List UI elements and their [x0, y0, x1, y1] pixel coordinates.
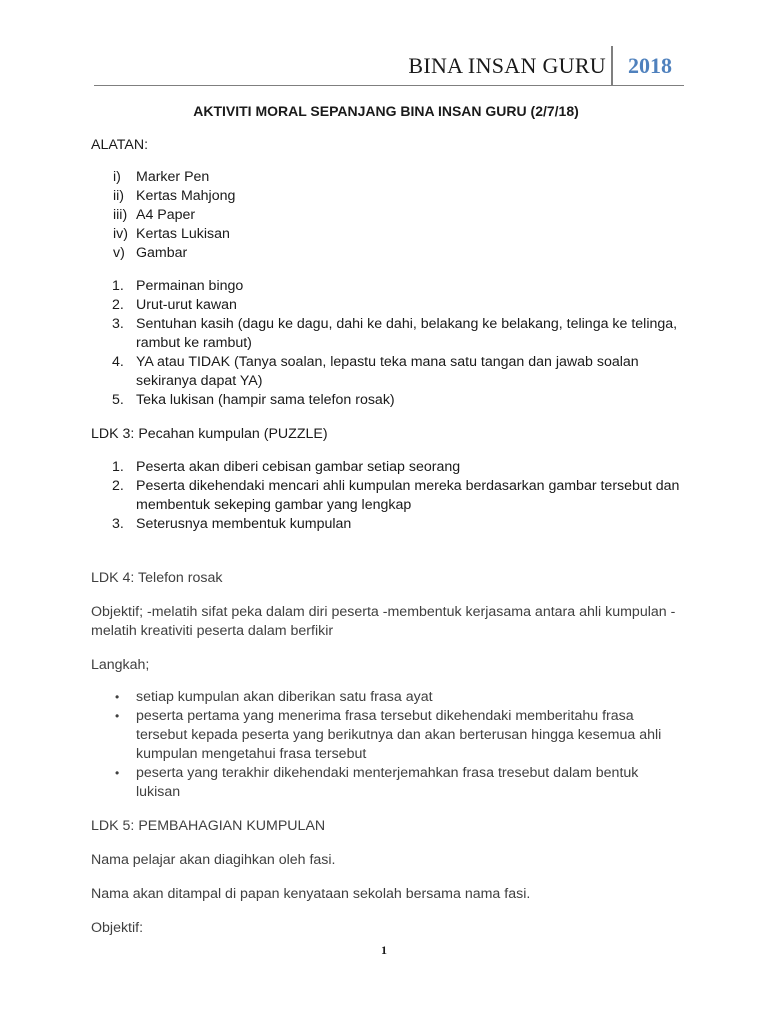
- list-item: • peserta yang terakhir dikehendaki menterjemahkan frasa tresebut dalam bentuk lukisan: [115, 765, 639, 800]
- ldk5-heading: LDK 5: PEMBAHAGIAN KUMPULAN: [91, 818, 326, 834]
- alatan-heading: ALATAN:: [91, 137, 149, 153]
- list-item: 2. Urut-urut kawan: [112, 297, 237, 313]
- list-item: 1. Permainan bingo: [112, 278, 244, 294]
- ldk4-langkah: Langkah;: [91, 657, 150, 673]
- list-item: 4. YA atau TIDAK (Tanya soalan, lepastu teka mana satu tangan dan jawab soalan sekiranya dapat YA): [112, 354, 639, 389]
- bullet-icon: •: [115, 690, 120, 704]
- document-title: AKTIVITI MORAL SEPANJANG BINA INSAN GURU (2/7/18): [193, 103, 579, 119]
- list-item: v) Gambar: [113, 245, 188, 261]
- ldk5-line-1: Nama pelajar akan diagihkan oleh fasi.: [91, 852, 336, 868]
- page-number: 1: [381, 943, 387, 957]
- list-item: • peserta pertama yang menerima frasa tersebut dikehendaki memberitahu frasa tersebut kepada peserta yang berikutnya dan akan berterusan hingga kesemua ahli kumpulan mengetahui frasa tersebut: [115, 708, 662, 762]
- list-item: 3. Seterusnya membentuk kumpulan: [112, 516, 352, 532]
- header-year: 2018: [628, 53, 672, 78]
- page-header: [94, 44, 684, 86]
- list-item: ii) Kertas Mahjong: [113, 188, 236, 204]
- ldk3-steps: [91, 458, 681, 534]
- ldk4-heading: LDK 4: Telefon rosak: [91, 570, 223, 586]
- ldk3-heading: LDK 3: Pecahan kumpulan (PUZZLE): [91, 426, 328, 442]
- ldk4-steps: [91, 688, 681, 802]
- ldk5-objektif: Objektif:: [91, 920, 144, 936]
- ldk5-line-2: Nama akan ditampal di papan kenyataan sekolah bersama nama fasi.: [91, 886, 531, 902]
- list-item: 3. Sentuhan kasih (dagu ke dagu, dahi ke dahi, belakang ke belakang, telinga ke telinga, rambut ke rambut): [112, 316, 678, 351]
- list-item: iii) A4 Paper: [113, 207, 196, 223]
- header-title: BINA INSAN GURU: [408, 53, 606, 78]
- list-item: • setiap kumpulan akan diberikan satu frasa ayat: [115, 689, 433, 705]
- header-separator: [611, 46, 613, 86]
- bullet-icon: •: [115, 709, 120, 723]
- alatan-list: [91, 168, 681, 263]
- ldk4-objective: Objektif; -melatih sifat peka dalam diri peserta -membentuk kerjasama antara ahli kumpulan -melatih kreativiti peserta dalam berfikir: [91, 604, 676, 639]
- list-item: 5. Teka lukisan (hampir sama telefon rosak): [112, 392, 395, 408]
- list-item: 1. Peserta akan diberi cebisan gambar setiap seorang: [112, 459, 461, 475]
- list-item: iv) Kertas Lukisan: [113, 226, 230, 242]
- bullet-icon: •: [115, 766, 120, 780]
- activity-list: [91, 277, 681, 410]
- document-body: [91, 100, 681, 938]
- header-rule: [94, 85, 684, 86]
- list-item: i) Marker Pen: [113, 169, 210, 185]
- list-item: 2. Peserta dikehendaki mencari ahli kumpulan mereka berdasarkan gambar tersebut dan membentuk sekeping gambar yang lengkap: [112, 478, 680, 513]
